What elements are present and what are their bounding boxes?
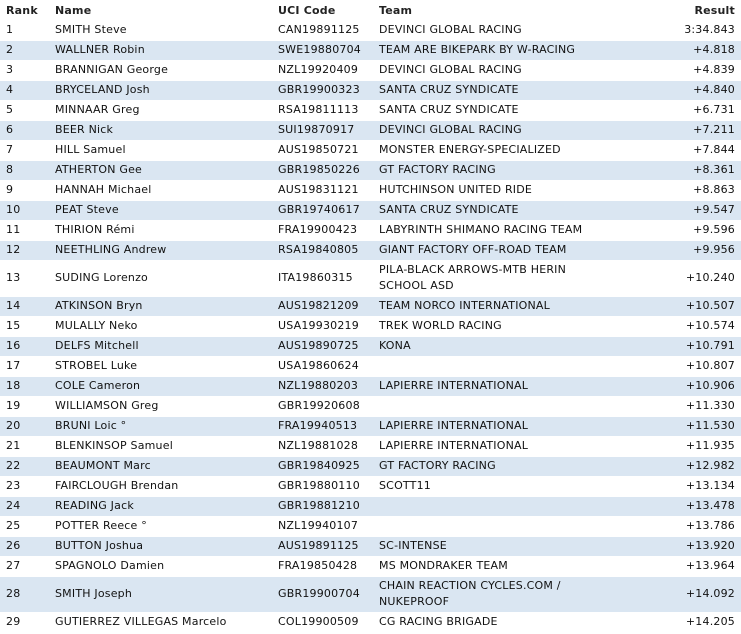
cell-name: MULALLY Neko	[50, 316, 273, 336]
cell-rank: 7	[0, 140, 50, 160]
cell-result: 3:34.843	[621, 20, 741, 40]
cell-team: CHAIN REACTION CYCLES.COM / NUKEPROOF	[374, 576, 621, 612]
cell-uci-code: SUI19870917	[273, 120, 374, 140]
table-row	[0, 40, 741, 60]
cell-uci-code: FRA19940513	[273, 416, 374, 436]
cell-uci-code: NZL19880203	[273, 376, 374, 396]
cell-rank: 5	[0, 100, 50, 120]
table-row	[0, 160, 741, 180]
cell-team: MONSTER ENERGY-SPECIALIZED	[374, 140, 621, 160]
cell-uci-code: USA19860624	[273, 356, 374, 376]
table-row	[0, 456, 741, 476]
cell-team: SCOTT11	[374, 476, 621, 496]
cell-result: +13.786	[621, 516, 741, 536]
cell-result: +6.731	[621, 100, 741, 120]
header-result: Result	[694, 3, 735, 17]
table-row	[0, 120, 741, 140]
cell-name: SMITH Joseph	[50, 576, 273, 612]
cell-team: HUTCHINSON UNITED RIDE	[374, 180, 621, 200]
cell-team: DEVINCI GLOBAL RACING	[374, 60, 621, 80]
cell-name: COLE Cameron	[50, 376, 273, 396]
cell-uci-code: NZL19920409	[273, 60, 374, 80]
table-row	[0, 516, 741, 536]
cell-uci-code: GBR19900323	[273, 80, 374, 100]
cell-result: +11.530	[621, 416, 741, 436]
cell-name: BUTTON Joshua	[50, 536, 273, 556]
cell-rank: 10	[0, 200, 50, 220]
cell-name: BLENKINSOP Samuel	[50, 436, 273, 456]
cell-team	[374, 516, 621, 536]
cell-name: ATHERTON Gee	[50, 160, 273, 180]
cell-uci-code: AUS19890725	[273, 336, 374, 356]
table-row	[0, 260, 741, 296]
cell-team: CG RACING BRIGADE	[374, 612, 621, 632]
cell-rank: 21	[0, 436, 50, 456]
cell-rank: 19	[0, 396, 50, 416]
cell-result: +4.840	[621, 80, 741, 100]
cell-name: BRUNI Loic °	[50, 416, 273, 436]
cell-uci-code: GBR19850226	[273, 160, 374, 180]
cell-name: ATKINSON Bryn	[50, 296, 273, 316]
cell-result: +10.574	[621, 316, 741, 336]
table-body	[0, 20, 741, 632]
cell-uci-code: GBR19880110	[273, 476, 374, 496]
cell-result: +10.807	[621, 356, 741, 376]
cell-name: THIRION Rémi	[50, 220, 273, 240]
cell-uci-code: NZL19940107	[273, 516, 374, 536]
cell-rank: 20	[0, 416, 50, 436]
cell-uci-code: FRA19850428	[273, 556, 374, 576]
cell-rank: 1	[0, 20, 50, 40]
cell-rank: 11	[0, 220, 50, 240]
cell-result: +7.844	[621, 140, 741, 160]
cell-result: +10.906	[621, 376, 741, 396]
cell-rank: 18	[0, 376, 50, 396]
cell-result: +10.791	[621, 336, 741, 356]
cell-rank: 29	[0, 612, 50, 632]
cell-rank: 23	[0, 476, 50, 496]
table-row	[0, 60, 741, 80]
table-row	[0, 536, 741, 556]
cell-result: +10.240	[621, 260, 741, 296]
cell-rank: 6	[0, 120, 50, 140]
cell-result: +13.478	[621, 496, 741, 516]
cell-team: TEAM ARE BIKEPARK BY W-RACING	[374, 40, 621, 60]
cell-uci-code: FRA19900423	[273, 220, 374, 240]
header-row	[0, 0, 741, 20]
cell-name: WILLIAMSON Greg	[50, 396, 273, 416]
cell-team: GT FACTORY RACING	[374, 456, 621, 476]
table-row	[0, 336, 741, 356]
cell-uci-code: RSA19840805	[273, 240, 374, 260]
table-row	[0, 80, 741, 100]
table-row	[0, 296, 741, 316]
cell-rank: 8	[0, 160, 50, 180]
cell-team: LAPIERRE INTERNATIONAL	[374, 416, 621, 436]
table-row	[0, 220, 741, 240]
header-name: Name	[55, 3, 92, 17]
table-row	[0, 416, 741, 436]
cell-uci-code: GBR19740617	[273, 200, 374, 220]
cell-name: HANNAH Michael	[50, 180, 273, 200]
cell-result: +8.863	[621, 180, 741, 200]
cell-team	[374, 396, 621, 416]
cell-result: +7.211	[621, 120, 741, 140]
cell-rank: 17	[0, 356, 50, 376]
header-rank: Rank	[6, 3, 38, 17]
cell-rank: 13	[0, 260, 50, 296]
cell-rank: 26	[0, 536, 50, 556]
cell-uci-code: CAN19891125	[273, 20, 374, 40]
cell-result: +11.330	[621, 396, 741, 416]
cell-uci-code: SWE19880704	[273, 40, 374, 60]
cell-result: +11.935	[621, 436, 741, 456]
cell-uci-code: ITA19860315	[273, 260, 374, 296]
cell-result: +14.205	[621, 612, 741, 632]
cell-result: +13.134	[621, 476, 741, 496]
cell-team: TREK WORLD RACING	[374, 316, 621, 336]
table-row	[0, 20, 741, 40]
cell-team: KONA	[374, 336, 621, 356]
cell-name: SUDING Lorenzo	[50, 260, 273, 296]
table-row	[0, 140, 741, 160]
table-row	[0, 476, 741, 496]
cell-team	[374, 356, 621, 376]
header-uci-code: UCI Code	[278, 3, 336, 17]
cell-rank: 24	[0, 496, 50, 516]
table-row	[0, 200, 741, 220]
cell-name: DELFS Mitchell	[50, 336, 273, 356]
cell-name: READING Jack	[50, 496, 273, 516]
table-header	[0, 0, 741, 20]
cell-uci-code: USA19930219	[273, 316, 374, 336]
cell-name: BEAUMONT Marc	[50, 456, 273, 476]
cell-uci-code: GBR19881210	[273, 496, 374, 516]
cell-team: SC-INTENSE	[374, 536, 621, 556]
cell-rank: 16	[0, 336, 50, 356]
cell-rank: 15	[0, 316, 50, 336]
table-row	[0, 356, 741, 376]
cell-team: LAPIERRE INTERNATIONAL	[374, 436, 621, 456]
cell-name: BRYCELAND Josh	[50, 80, 273, 100]
cell-team	[374, 496, 621, 516]
cell-team: DEVINCI GLOBAL RACING	[374, 20, 621, 40]
cell-team: GT FACTORY RACING	[374, 160, 621, 180]
cell-rank: 4	[0, 80, 50, 100]
cell-result: +9.547	[621, 200, 741, 220]
cell-name: WALLNER Robin	[50, 40, 273, 60]
table-row	[0, 316, 741, 336]
cell-uci-code: RSA19811113	[273, 100, 374, 120]
cell-rank: 27	[0, 556, 50, 576]
cell-result: +9.956	[621, 240, 741, 260]
cell-rank: 25	[0, 516, 50, 536]
cell-rank: 9	[0, 180, 50, 200]
table-row	[0, 612, 741, 632]
table-row	[0, 100, 741, 120]
cell-name: FAIRCLOUGH Brendan	[50, 476, 273, 496]
cell-name: GUTIERREZ VILLEGAS Marcelo	[50, 612, 273, 632]
cell-uci-code: AUS19850721	[273, 140, 374, 160]
cell-name: BEER Nick	[50, 120, 273, 140]
cell-result: +13.964	[621, 556, 741, 576]
table-row	[0, 496, 741, 516]
cell-name: PEAT Steve	[50, 200, 273, 220]
cell-result: +12.982	[621, 456, 741, 476]
cell-name: BRANNIGAN George	[50, 60, 273, 80]
cell-rank: 3	[0, 60, 50, 80]
cell-uci-code: GBR19920608	[273, 396, 374, 416]
cell-name: MINNAAR Greg	[50, 100, 273, 120]
cell-name: POTTER Reece °	[50, 516, 273, 536]
cell-name: STROBEL Luke	[50, 356, 273, 376]
cell-name: HILL Samuel	[50, 140, 273, 160]
cell-result: +9.596	[621, 220, 741, 240]
cell-name: NEETHLING Andrew	[50, 240, 273, 260]
cell-team: TEAM NORCO INTERNATIONAL	[374, 296, 621, 316]
cell-rank: 14	[0, 296, 50, 316]
cell-uci-code: GBR19840925	[273, 456, 374, 476]
table-row	[0, 436, 741, 456]
cell-uci-code: AUS19891125	[273, 536, 374, 556]
cell-rank: 22	[0, 456, 50, 476]
cell-uci-code: GBR19900704	[273, 576, 374, 612]
table-row	[0, 396, 741, 416]
cell-rank: 28	[0, 576, 50, 612]
cell-team: MS MONDRAKER TEAM	[374, 556, 621, 576]
cell-team: LABYRINTH SHIMANO RACING TEAM	[374, 220, 621, 240]
cell-result: +13.920	[621, 536, 741, 556]
cell-name: SMITH Steve	[50, 20, 273, 40]
cell-uci-code: AUS19821209	[273, 296, 374, 316]
cell-result: +8.361	[621, 160, 741, 180]
cell-result: +10.507	[621, 296, 741, 316]
header-team: Team	[379, 3, 413, 17]
table-row	[0, 240, 741, 260]
cell-rank: 2	[0, 40, 50, 60]
table-row	[0, 180, 741, 200]
cell-team: LAPIERRE INTERNATIONAL	[374, 376, 621, 396]
cell-team: SANTA CRUZ SYNDICATE	[374, 100, 621, 120]
cell-team: GIANT FACTORY OFF-ROAD TEAM	[374, 240, 621, 260]
cell-result: +4.818	[621, 40, 741, 60]
cell-team: SANTA CRUZ SYNDICATE	[374, 200, 621, 220]
cell-result: +4.839	[621, 60, 741, 80]
table-row	[0, 556, 741, 576]
cell-name: SPAGNOLO Damien	[50, 556, 273, 576]
cell-uci-code: AUS19831121	[273, 180, 374, 200]
cell-team: PILA-BLACK ARROWS-MTB HERIN SCHOOL ASD	[374, 260, 621, 296]
cell-team: SANTA CRUZ SYNDICATE	[374, 80, 621, 100]
cell-uci-code: NZL19881028	[273, 436, 374, 456]
table-row	[0, 576, 741, 612]
cell-team: DEVINCI GLOBAL RACING	[374, 120, 621, 140]
cell-rank: 12	[0, 240, 50, 260]
cell-result: +14.092	[621, 576, 741, 612]
cell-uci-code: COL19900509	[273, 612, 374, 632]
table-row	[0, 376, 741, 396]
